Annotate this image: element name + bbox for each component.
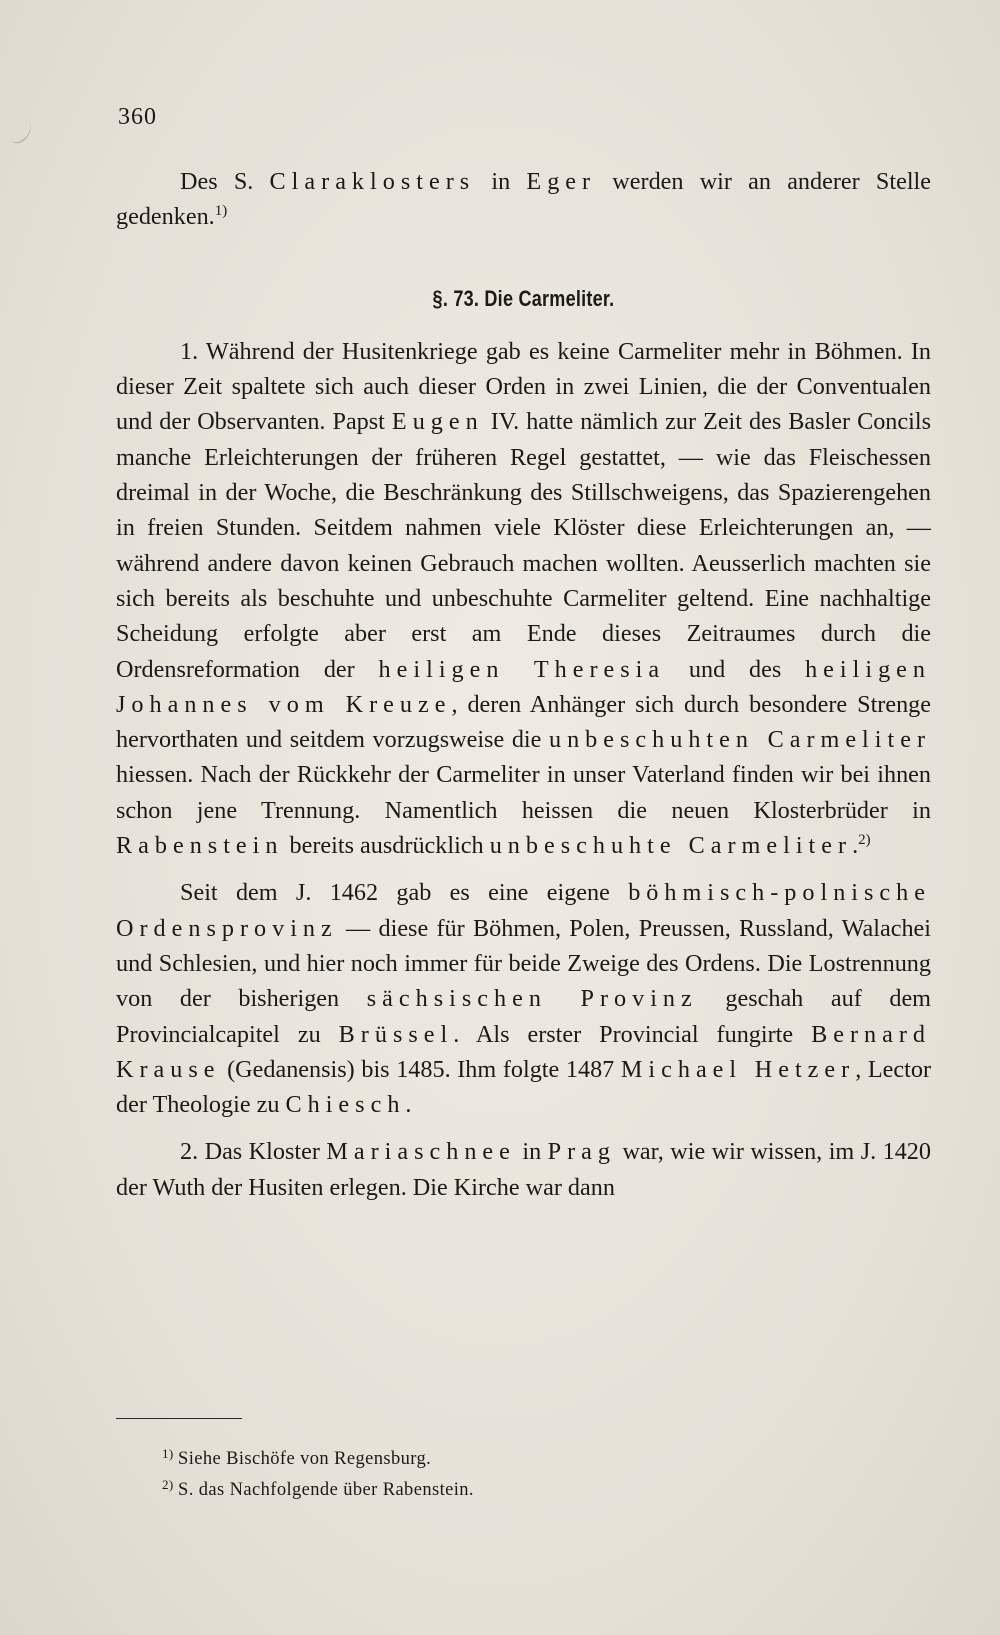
p1-text-4: , deren Anhänger sich durch besondere Strenge hervorthaten und seitdem vorzugsweise die bbox=[116, 690, 931, 754]
intro-spaced-1: Claraklosters bbox=[269, 168, 476, 195]
footnote-ref-1: 1) bbox=[214, 203, 228, 220]
p1-spaced-3: heiligen Johannes vom Kreuze bbox=[116, 655, 931, 718]
p1-spaced-1: Eugen bbox=[391, 408, 484, 436]
p2-spaced-6: Chiesch bbox=[285, 1091, 406, 1119]
intro-text-3: werden wir an anderer Stelle gedenken. bbox=[116, 168, 931, 231]
footnotes bbox=[162, 1444, 878, 1506]
p2-text-5: (Gedanensis) bis 1485. Ihm folgte 1487 bbox=[220, 1055, 621, 1083]
p1-text-6: bereits ausdrücklich bbox=[283, 832, 490, 860]
margin-pencil-mark bbox=[6, 119, 37, 146]
paragraph-2 bbox=[116, 875, 931, 1122]
footnote-1-text: Siehe Bischöfe von Regensburg. bbox=[178, 1449, 432, 1469]
p1-spaced-6: unbeschuhte Carmeliter bbox=[489, 832, 853, 860]
p2-spaced-4: Bernard Krause bbox=[116, 1020, 931, 1083]
intro-spaced-2: Eger bbox=[526, 168, 597, 195]
paragraph-1 bbox=[116, 334, 931, 863]
p3-text-2: in bbox=[515, 1138, 548, 1166]
p2-spaced-2: sächsischen Provinz bbox=[366, 985, 698, 1013]
p1-text-3: und des bbox=[665, 655, 806, 683]
p2-spaced-1: böhmisch-polnische Ordensprovinz bbox=[116, 879, 931, 942]
p2-text-3: geschah auf dem Provincialcapitel zu bbox=[116, 985, 931, 1048]
p1-text-5: hiessen. Nach der Rückkehr der Carmeliter in unser Vaterland finden wir bei ihnen schon jene Trennung. Namentlich heissen die neuen Klosterbrüder in bbox=[116, 761, 931, 824]
intro-text-2: in bbox=[475, 168, 527, 195]
p2-text-7: . bbox=[405, 1091, 412, 1119]
intro-paragraph bbox=[116, 164, 931, 235]
p1-text-1: 1. Während der Husitenkriege gab es keine Carmeliter mehr in Böhmen. In dieser Zeit spaltete sich auch dieser Orden in zwei Linien, die der Conventualen und der Observanten. Papst bbox=[116, 337, 931, 436]
p1-spaced-2: heiligen Theresia bbox=[378, 655, 666, 683]
p1-spaced-5: Rabenstein bbox=[116, 832, 284, 860]
footnote-divider bbox=[116, 1418, 242, 1419]
paragraph-3 bbox=[116, 1134, 931, 1205]
p3-spaced-2: Prag bbox=[547, 1138, 616, 1166]
p2-text-4: . Als erster Provincial fungirte bbox=[453, 1020, 812, 1048]
p2-text-2: — diese für Böhmen, Polen, Preussen, Russland, Walachei und Schlesien, und hier noch immer für beide Zweige des Ordens. Die Lostrennung von der bisherigen bbox=[116, 914, 931, 1013]
body-text bbox=[116, 164, 931, 1205]
footnote-1 bbox=[162, 1444, 878, 1475]
p3-text-1: 2. Das Kloster bbox=[180, 1138, 327, 1166]
p2-spaced-3: Brüssel bbox=[338, 1020, 454, 1048]
intro-text-1: Des S. bbox=[180, 168, 270, 195]
p2-text-1: Seit dem J. 1462 gab es eine eigene bbox=[180, 879, 629, 907]
footnote-1-mark: 1) bbox=[162, 1446, 174, 1461]
p3-spaced-1: Mariaschnee bbox=[326, 1138, 516, 1166]
section-heading: §. 73. Die Carmeliter. bbox=[432, 285, 615, 311]
p1-spaced-4: unbeschuhten Carmeliter bbox=[548, 726, 932, 754]
p1-text-2: IV. hatte nämlich zur Zeit des Basler Concils manche Erleichterungen der früheren Regel gestattet, — wie das Fleischessen dreimal in der Woche, die Beschränkung des Stillschweigens, das Spazierengehen in freien Stunden. Seitdem nahmen viele Klöster diese Erleichterungen an, — während andere davon keinen Gebrauch machen wollten. Aeusserlich machten sie sich bereits als beschuhte und unbeschuhte Carmeliter geltend. Eine nachhaltige Scheidung erfolgte aber erst am Ende dieses Zeitraumes durch die Ordensreformation der bbox=[116, 408, 931, 683]
p2-text-6: , Lector der Theologie zu bbox=[116, 1055, 932, 1119]
page-number: 360 bbox=[118, 104, 157, 130]
footnote-2-text: S. das Nachfolgende über Rabenstein. bbox=[178, 1480, 474, 1500]
p1-text-7: . bbox=[852, 832, 859, 860]
footnote-ref-2: 2) bbox=[858, 831, 871, 848]
footnote-2 bbox=[162, 1475, 878, 1506]
footnote-2-mark: 2) bbox=[162, 1477, 174, 1492]
p2-spaced-5: Michael Hetzer bbox=[620, 1055, 856, 1083]
p3-text-3: war, wie wir wissen, im J. 1420 der Wuth der Husiten erlegen. Die Kirche war dann bbox=[116, 1138, 931, 1201]
